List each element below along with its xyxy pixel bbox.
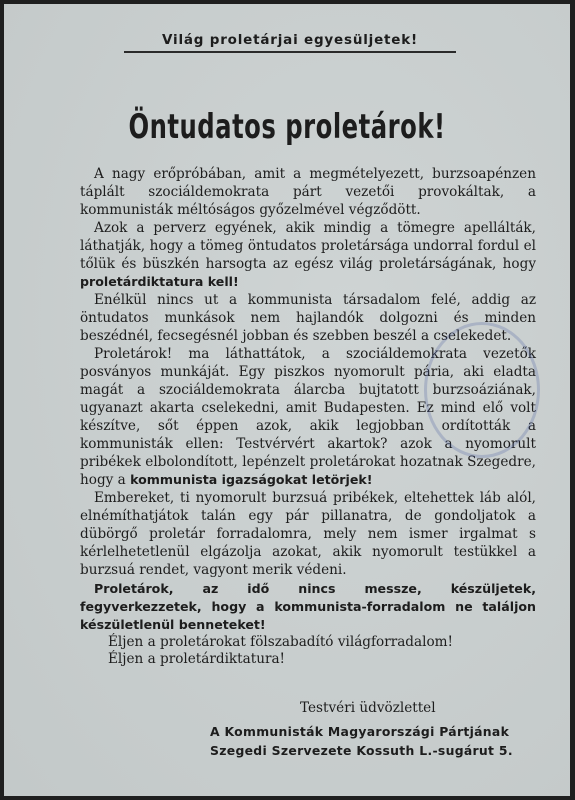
paragraph-2-emphasis: proletárdiktatura kell!	[80, 274, 239, 290]
motto-header: Világ proletárjai egyesüljetek!	[124, 32, 456, 53]
paragraph-2	[80, 220, 536, 293]
paragraph-3: Enélkül nincs ut a kommunista társadalom felé, addig az öntudatos munkások nem hajlandók dolgozni és minden beszédnél, fecsegésnél jobban és szebben beszél a cselekedet.	[80, 292, 536, 345]
headline: Öntudatos proletárok!	[128, 108, 446, 147]
signature-line-2: Szegedi Szervezete Kossuth L.-sugárut 5.	[210, 743, 513, 758]
cheer-1: Éljen a proletárokat fölszabadító világforradalom!	[108, 633, 454, 650]
signature-line-1: A Kommunisták Magyarországi Pártjának	[210, 724, 510, 739]
paragraph-5: Embereket, ti nyomorult burzsuá pribékek, eltehettek láb alól, elnémíthatjátok talán egy pár pillanatra, de gondoljatok a dübörgő proletár forradalomra, mely nem ismer irgalmat s kérlelhetetlenül elgázolja azokat, akik nyomorult testükkel a burzsuá rendet, vagyont merik védeni.	[80, 490, 536, 578]
paragraph-1: A nagy erőpróbában, amit a megmételyezett, burzsoapénzen táplált szociáldemokrata párt vezetői provokáltak, a kommunisták méltóságos győzelmével végződött.	[80, 166, 536, 218]
paragraph-4-text: Proletárok! ma láthattátok, a szociáldemokrata vezetők posványos munkáját. Egy piszkos nyomorult pária, aki eladta magát a szociáldemokrata álarcba bujtatott burzsoáziának, ugyanazt akarta cselekedni, amit Budapesten. Ez mind elő volt készítve, sőt éppen azok, akik legjobban ordították a kommunisták ellen: Testvérvért akartok? azok a nyomorult pribékek elbolondított, lepénzelt proletárokat hozatnak Szegedre, hogy a	[80, 346, 536, 489]
paragraph-4-emphasis: kommunista igazságokat letörjek!	[130, 472, 373, 488]
paragraph-6: Proletárok, az idő nincs messze, készüljetek, fegyverkezzetek, hogy a kommunista-forradalom ne találjon készületlenül benneteket!	[80, 580, 536, 632]
leaflet-body	[80, 166, 536, 669]
paragraph-2-text: Azok a perverz egyének, akik mindig a tömegre apellálták, láthatják, hogy a tömeg öntudatos proletársága undorral fordul el tőlük és büszkén harsogta az egész világ proletárságának, hogy	[80, 219, 536, 272]
paragraph-4	[80, 346, 536, 490]
signature-block	[210, 722, 513, 760]
leaflet-sheet	[4, 4, 570, 796]
cheer-2: Éljen a proletárdiktatura!	[108, 651, 286, 668]
greeting: Testvéri üdvözlettel	[300, 700, 436, 716]
